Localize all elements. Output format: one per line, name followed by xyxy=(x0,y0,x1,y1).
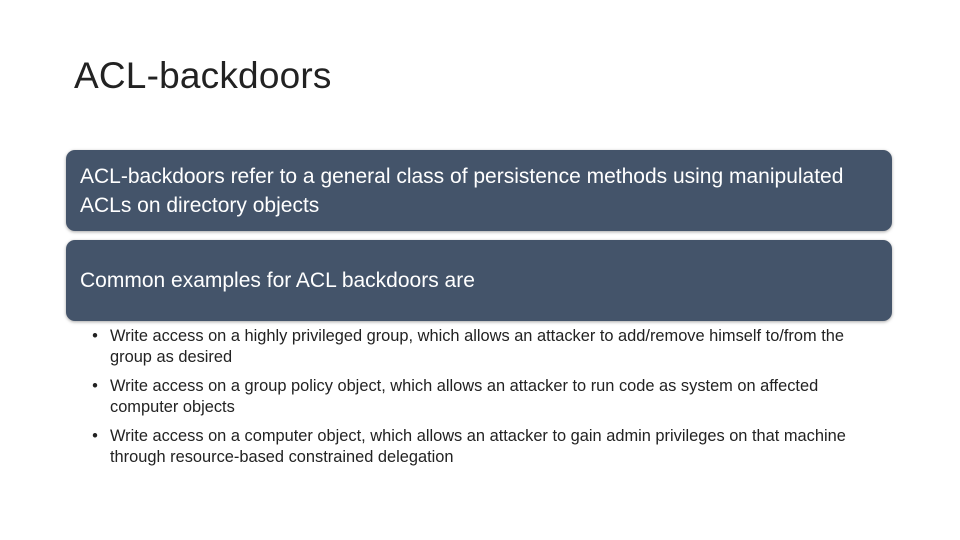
definition-box xyxy=(66,150,892,231)
list-item xyxy=(88,426,888,468)
examples-list xyxy=(88,326,888,476)
bullet-icon: • xyxy=(92,377,98,395)
list-item-text: Write access on a computer object, which allows an attacker to gain admin privileges on that machine through resource-based constrained delegation xyxy=(110,427,846,466)
list-item xyxy=(88,376,888,418)
examples-header-text: Common examples for ACL backdoors are xyxy=(80,269,475,292)
definition-text: ACL-backdoors refer to a general class of persistence methods using manipulated ACLs on directory objects xyxy=(80,164,844,217)
bullet-icon: • xyxy=(92,427,98,445)
list-item xyxy=(88,326,888,368)
examples-header-box xyxy=(66,240,892,321)
list-item-text: Write access on a group policy object, which allows an attacker to run code as system on affected computer objects xyxy=(110,377,819,416)
list-item-text: Write access on a highly privileged group, which allows an attacker to add/remove himself to/from the group as desired xyxy=(110,327,844,366)
bullet-icon: • xyxy=(92,327,98,345)
slide-title: ACL-backdoors xyxy=(74,55,332,96)
